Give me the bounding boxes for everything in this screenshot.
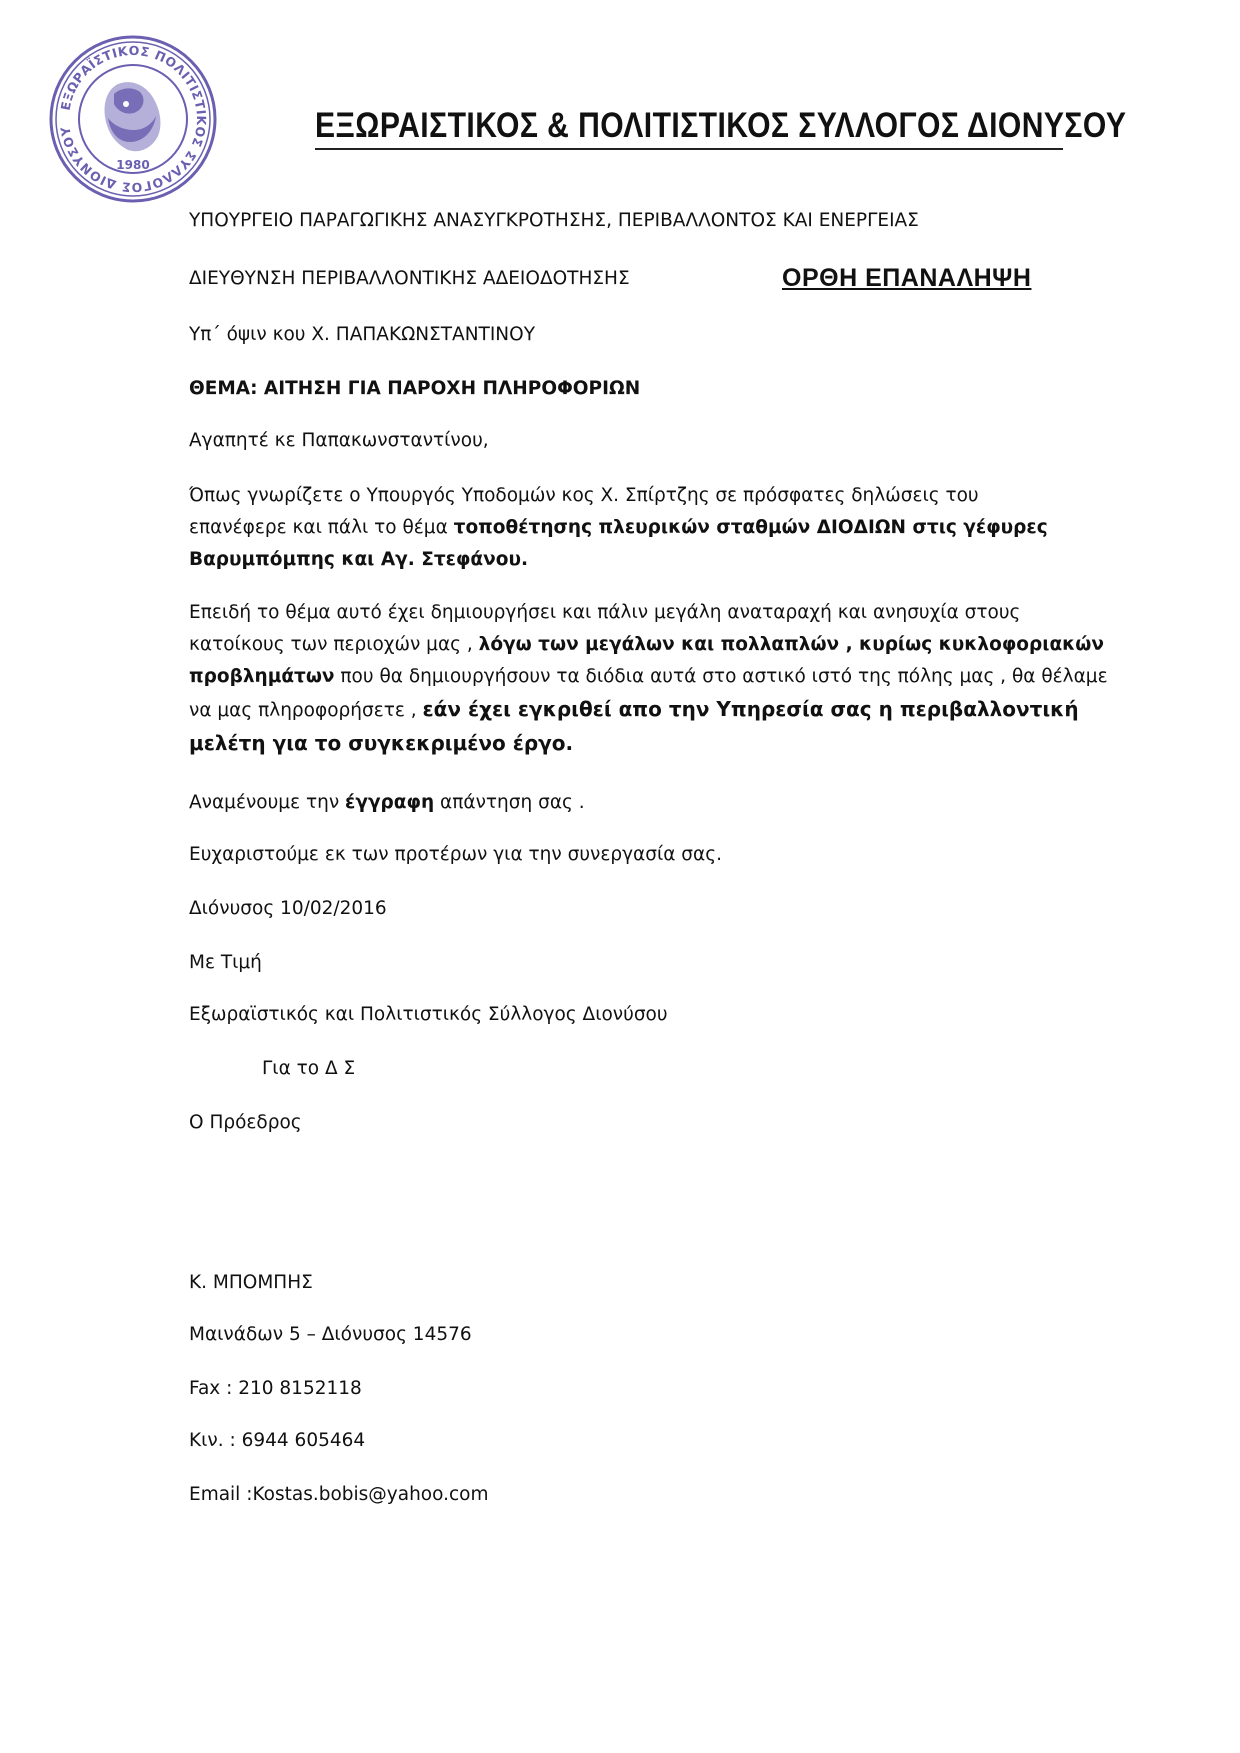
attention-line: Υπ΄ όψιν κου Χ. ΠΑΠΑΚΩΝΣΤΑΝΤΙΝΟΥ [189, 324, 535, 345]
awaiting-text-after: απάντηση σας . [434, 792, 585, 813]
contact-email: Email :Kostas.bobis@yahoo.com [189, 1484, 489, 1505]
closing-line: Με Τιμή [189, 952, 262, 973]
association-title: ΕΞΩΡΑΙΣΤΙΚΟΣ & ΠΟΛΙΤΙΣΤΙΚΟΣ ΣΥΛΛΟΓΟΣ ΔΙΟΝΥΣΟΥ [315, 106, 1127, 145]
paragraph-2-line-1: Επειδή το θέμα αυτό έχει δημιουργήσει και πάλιν μεγάλη αναταραχή και ανησυχία στους [189, 602, 1021, 623]
paragraph-2-line-3-text: που θα δημιουργήσουν τα διόδια αυτά στο αστικό ιστό της πόλης μας , θα θέλαμε [334, 666, 1108, 687]
thanks-line: Ευχαριστούμε εκ των προτέρων για την συνεργασία σας. [189, 844, 722, 865]
svg-text:1980: 1980 [116, 158, 150, 172]
signatory-org: Εξωραϊστικός και Πολιτιστικός Σύλλογος Διονύσου [189, 1004, 668, 1025]
subject-line: ΘΕΜΑ: ΑΙΤΗΣΗ ΓΙΑ ΠΑΡΟΧΗ ΠΛΗΡΟΦΟΡΙΩΝ [189, 378, 641, 399]
paragraph-1-line-1: Όπως γνωρίζετε ο Υπουργός Υποδομών κος Χ. Σπίρτζης σε πρόσφατες δηλώσεις του [189, 485, 979, 506]
association-seal [48, 34, 218, 204]
role-line: Ο Πρόεδρος [189, 1112, 302, 1133]
paragraph-1 [189, 480, 1149, 576]
paragraph-2-line-4-bold: εάν έχει εγκριθεί απο την Υπηρεσία σας η περιβαλλοντική [422, 697, 1079, 721]
contact-fax: Fax : 210 8152118 [189, 1378, 362, 1399]
date-line: Διόνυσος 10/02/2016 [189, 898, 387, 919]
paragraph-2-line-2 [189, 629, 1149, 661]
awaiting-bold: έγγραφη [345, 792, 435, 813]
paragraph-2-line-5: μελέτη για το συγκεκριμένο έργο. [189, 731, 574, 755]
ministry-line: ΥΠΟΥΡΓΕΙΟ ΠΑΡΑΓΩΓΙΚΗΣ ΑΝΑΣΥΓΚΡΟΤΗΣΗΣ, ΠΕΡΙΒΑΛΛΟΝΤΟΣ ΚΑΙ ΕΝΕΡΓΕΙΑΣ [189, 210, 919, 231]
department-line: ΔΙΕΥΘΥΝΣΗ ΠΕΡΙΒΑΛΛΟΝΤΙΚΗΣ ΑΔΕΙΟΔΟΤΗΣΗΣ [189, 268, 630, 289]
svg-text:ΕΞΩΡΑΪΣΤΙΚΟΣ ΠΟΛΙΤΙΣΤΙΚΟΣ ΣΥΛΛ: ΕΞΩΡΑΪΣΤΙΚΟΣ ΠΟΛΙΤΙΣΤΙΚΟΣ ΣΥΛΛΟΓΟΣ ΔΙΟΝΥΣΟΥ [57, 42, 210, 196]
awaiting-text-before: Αναμένουμε την [189, 792, 346, 813]
paragraph-2-line-2-bold: λόγω των μεγάλων και πολλαπλών , κυρίως κυκλοφοριακών [478, 634, 1104, 655]
paragraph-1-line-2-bold: τοποθέτησης πλευρικών σταθμών ΔΙΟΔΙΩΝ στις γέφυρες [453, 517, 1048, 538]
contact-mobile: Κιν. : 6944 605464 [189, 1430, 366, 1451]
paragraph-2-line-3-bold: προβλημάτων [189, 666, 335, 687]
on-behalf-line: Για το Δ Σ [262, 1058, 356, 1079]
paragraph-2-line-3 [189, 661, 1149, 693]
paragraph-2-line-4 [189, 693, 1149, 727]
paragraph-2 [189, 597, 1149, 759]
awaiting-line [189, 792, 585, 814]
correction-label: ΟΡΘΗ ΕΠΑΝΑΛΗΨΗ [782, 264, 1032, 292]
paragraph-2-line-2-text: κατοίκους των περιοχών μας , [189, 634, 479, 655]
greeting-line: Αγαπητέ κε Παπακωνσταντίνου, [189, 430, 489, 451]
contact-address: Μαινάδων 5 – Διόνυσος 14576 [189, 1324, 472, 1345]
contact-name: Κ. ΜΠΟΜΠΗΣ [189, 1272, 313, 1293]
paragraph-2-line-4-text: να μας πληροφορήσετε , [189, 700, 423, 721]
paragraph-1-line-2 [189, 512, 1149, 544]
header-rule [315, 148, 1063, 150]
paragraph-1-line-3: Βαρυμπόμπης και Αγ. Στεφάνου. [189, 549, 528, 570]
paragraph-1-line-2-text: επανέφερε και πάλι το θέμα [189, 517, 454, 538]
